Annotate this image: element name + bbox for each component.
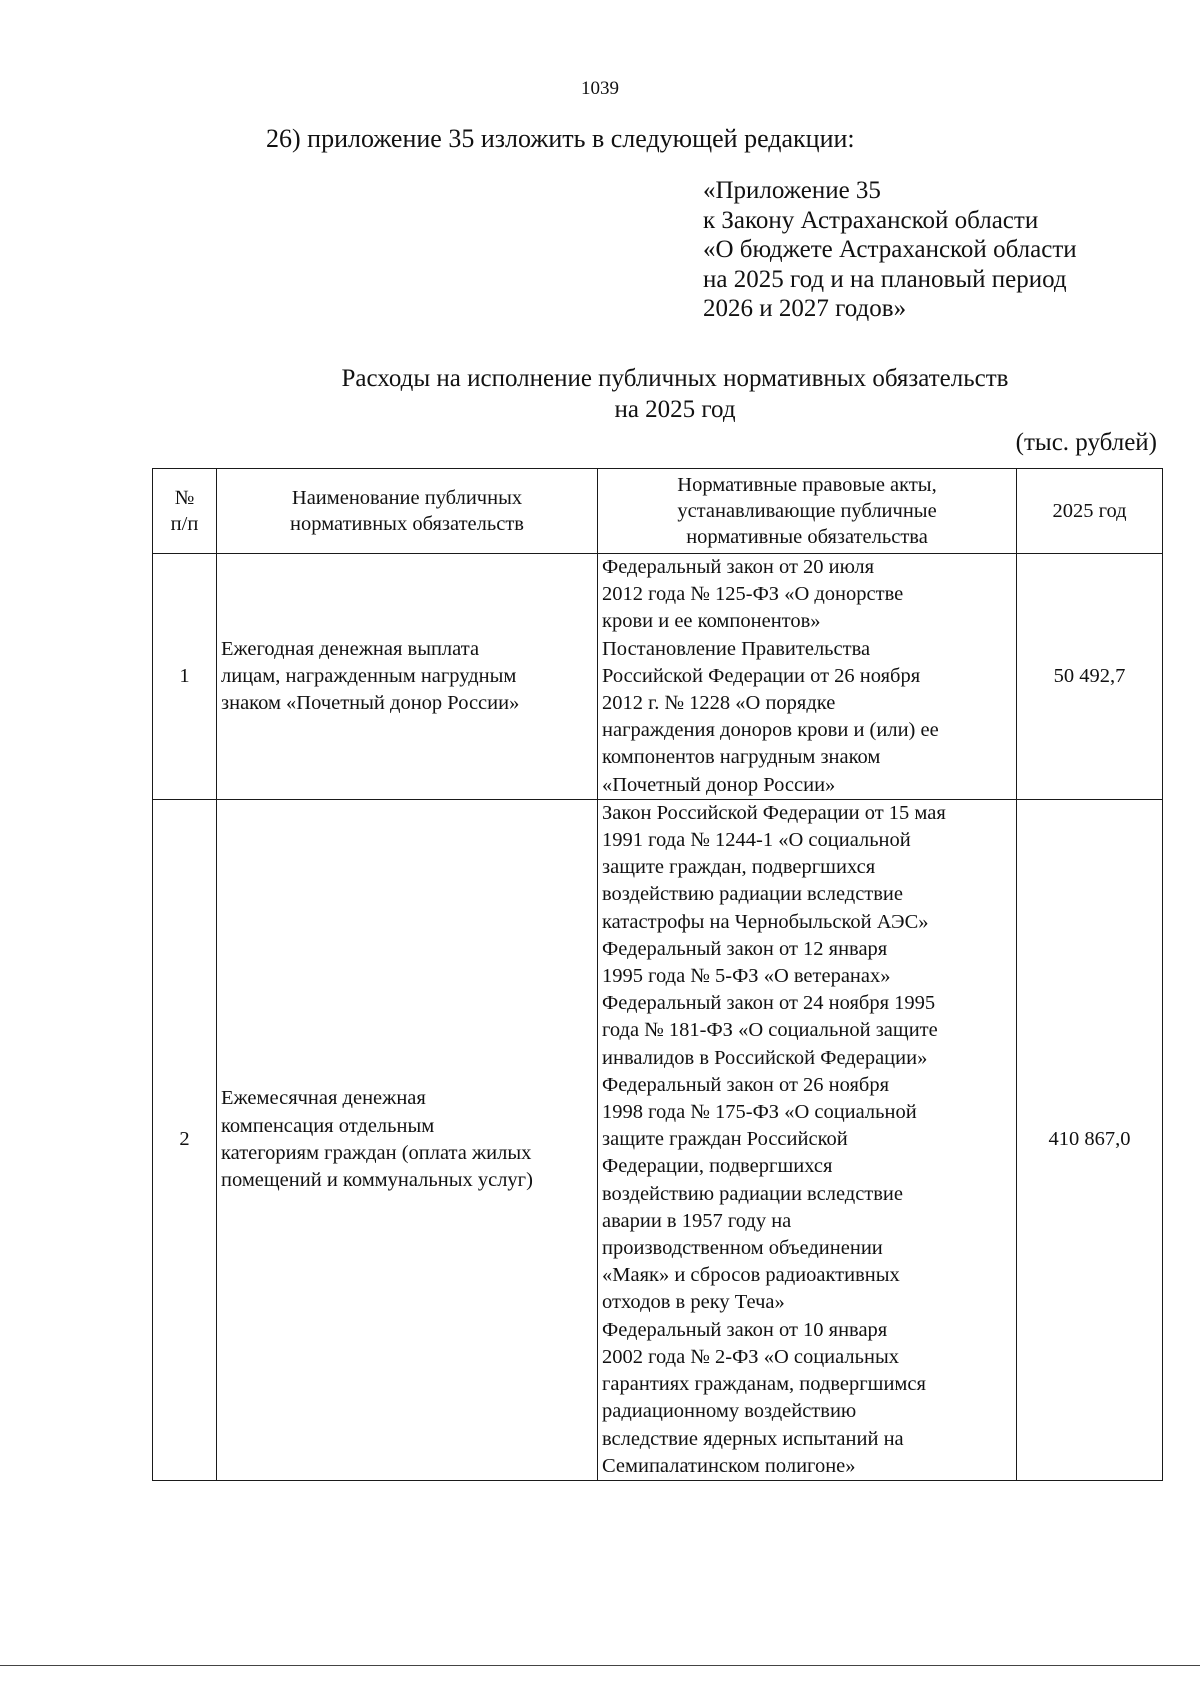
legal-act-line: награждения доноров крови и (или) ее [602,719,939,742]
obligation-name [217,799,598,1480]
legal-act-line: радиационному воздействию [602,1400,857,1423]
appendix-header-line: «Приложение 35 [703,177,881,204]
row-number: 1 [153,554,217,800]
units-label: (тыс. рублей) [1015,429,1157,456]
amount-2025: 50 492,7 [1017,554,1163,800]
legal-acts [598,799,1017,1480]
legal-act-line: года № 181-ФЗ «О социальной защите [602,1019,938,1042]
legal-act-line: Федерации, подвергшихся [602,1155,833,1178]
header-name-line: Наименование публичных [291,487,523,509]
header-number [153,469,217,554]
header-name-line: нормативных обязательств [290,513,524,535]
legal-act-line: защите граждан, подвергшихся [602,856,876,879]
legal-act-line: воздействию радиации вследствие [602,883,904,906]
legal-act-line: Федеральный закон от 20 июля [602,556,875,578]
header-acts [598,469,1017,554]
legal-act-line: 2012 года № 125-ФЗ «О донорстве [602,583,904,606]
obligation-name-line: лицам, награжденным нагрудным [221,664,517,687]
legal-act-line: 1995 года № 5-ФЗ «О ветеранах» [602,965,891,988]
legal-act-line: инвалидов в Российской Федерации» [602,1046,928,1069]
appendix-header-line: к Закону Астраханской области [703,206,1039,234]
document-title [150,363,1200,425]
appendix-header [703,176,1077,324]
table-header-row [153,469,1163,554]
legal-act-line: Федеральный закон от 12 января [602,937,888,960]
header-number-line: п/п [170,513,199,535]
row-number: 2 [153,799,217,1480]
legal-act-line: защите граждан Российской [602,1128,848,1151]
table-row [153,799,1163,1480]
page-number: 1039 [581,78,619,99]
table-body [153,554,1163,1481]
document-title-line: на 2025 год [614,396,736,423]
obligation-name-line: Ежегодная денежная выплата [221,637,480,660]
header-year: 2025 год [1017,469,1163,554]
obligation-name-line: помещений и коммунальных услуг) [221,1169,533,1192]
obligation-name-line: знаком «Почетный донор России» [221,692,520,715]
table-row [153,554,1163,800]
legal-act-line: 2012 г. № 1228 «О порядке [602,692,836,715]
legal-act-line: катастрофы на Чернобыльской АЭС» [602,910,929,933]
legal-act-line: 1998 года № 175-ФЗ «О социальной [602,1101,917,1124]
appendix-header-line: на 2025 год и на плановый период [703,265,1067,293]
legal-act-line: вследствие ядерных испытаний на [602,1427,904,1450]
legal-act-line: аварии в 1957 году на [602,1209,792,1232]
legal-act-line: воздействию радиации вследствие [602,1182,904,1205]
legal-acts [598,554,1017,800]
legal-act-line: Федеральный закон от 10 января [602,1318,888,1341]
amendment-intro: 26) приложение 35 изложить в следующей редакции: [266,124,855,153]
legal-act-line: Семипалатинском полигоне» [602,1454,856,1477]
legal-act-line: производственном объединении [602,1237,883,1260]
legal-act-line: Постановление Правительства [602,637,871,660]
obligation-name-line: категориям граждан (оплата жилых [221,1141,532,1164]
header-acts-line: Нормативные правовые акты, [677,474,937,496]
header-acts-line: устанавливающие публичные [677,500,937,522]
header-name [217,469,598,554]
appendix-header-line: «О бюджете Астраханской области [703,236,1077,263]
legal-act-line: отходов в реку Теча» [602,1291,785,1314]
legal-act-line: Закон Российской Федерации от 15 мая [602,801,946,824]
legal-act-line: гарантиях гражданам, подвергшимся [602,1373,926,1396]
obligations-table [152,468,1163,1481]
legal-act-line: 2002 года № 2-ФЗ «О социальных [602,1345,900,1368]
legal-act-line: Федеральный закон от 26 ноября [602,1073,890,1096]
legal-act-line: крови и ее компонентов» [602,610,821,633]
amount-2025: 410 867,0 [1017,799,1163,1480]
obligation-name [217,554,598,800]
legal-act-line: 1991 года № 1244-1 «О социальной [602,829,911,852]
legal-act-line: Федеральный закон от 24 ноября 1995 [602,992,936,1015]
header-number-line: № [174,487,195,509]
header-acts-line: нормативные обязательства [686,526,928,548]
obligation-name-line: компенсация отдельным [221,1114,435,1137]
obligation-name-line: Ежемесячная денежная [221,1087,426,1110]
legal-act-line: компонентов нагрудным знаком [602,746,881,769]
legal-act-line: Российской Федерации от 26 ноября [602,664,921,687]
page-bottom-rule [0,1665,1200,1666]
document-title-line: Расходы на исполнение публичных нормативных обязательств [341,365,1009,392]
legal-act-line: «Маяк» и сбросов радиоактивных [602,1264,900,1287]
legal-act-line: «Почетный донор России» [602,773,836,796]
appendix-header-line: 2026 и 2027 годов» [703,295,907,322]
